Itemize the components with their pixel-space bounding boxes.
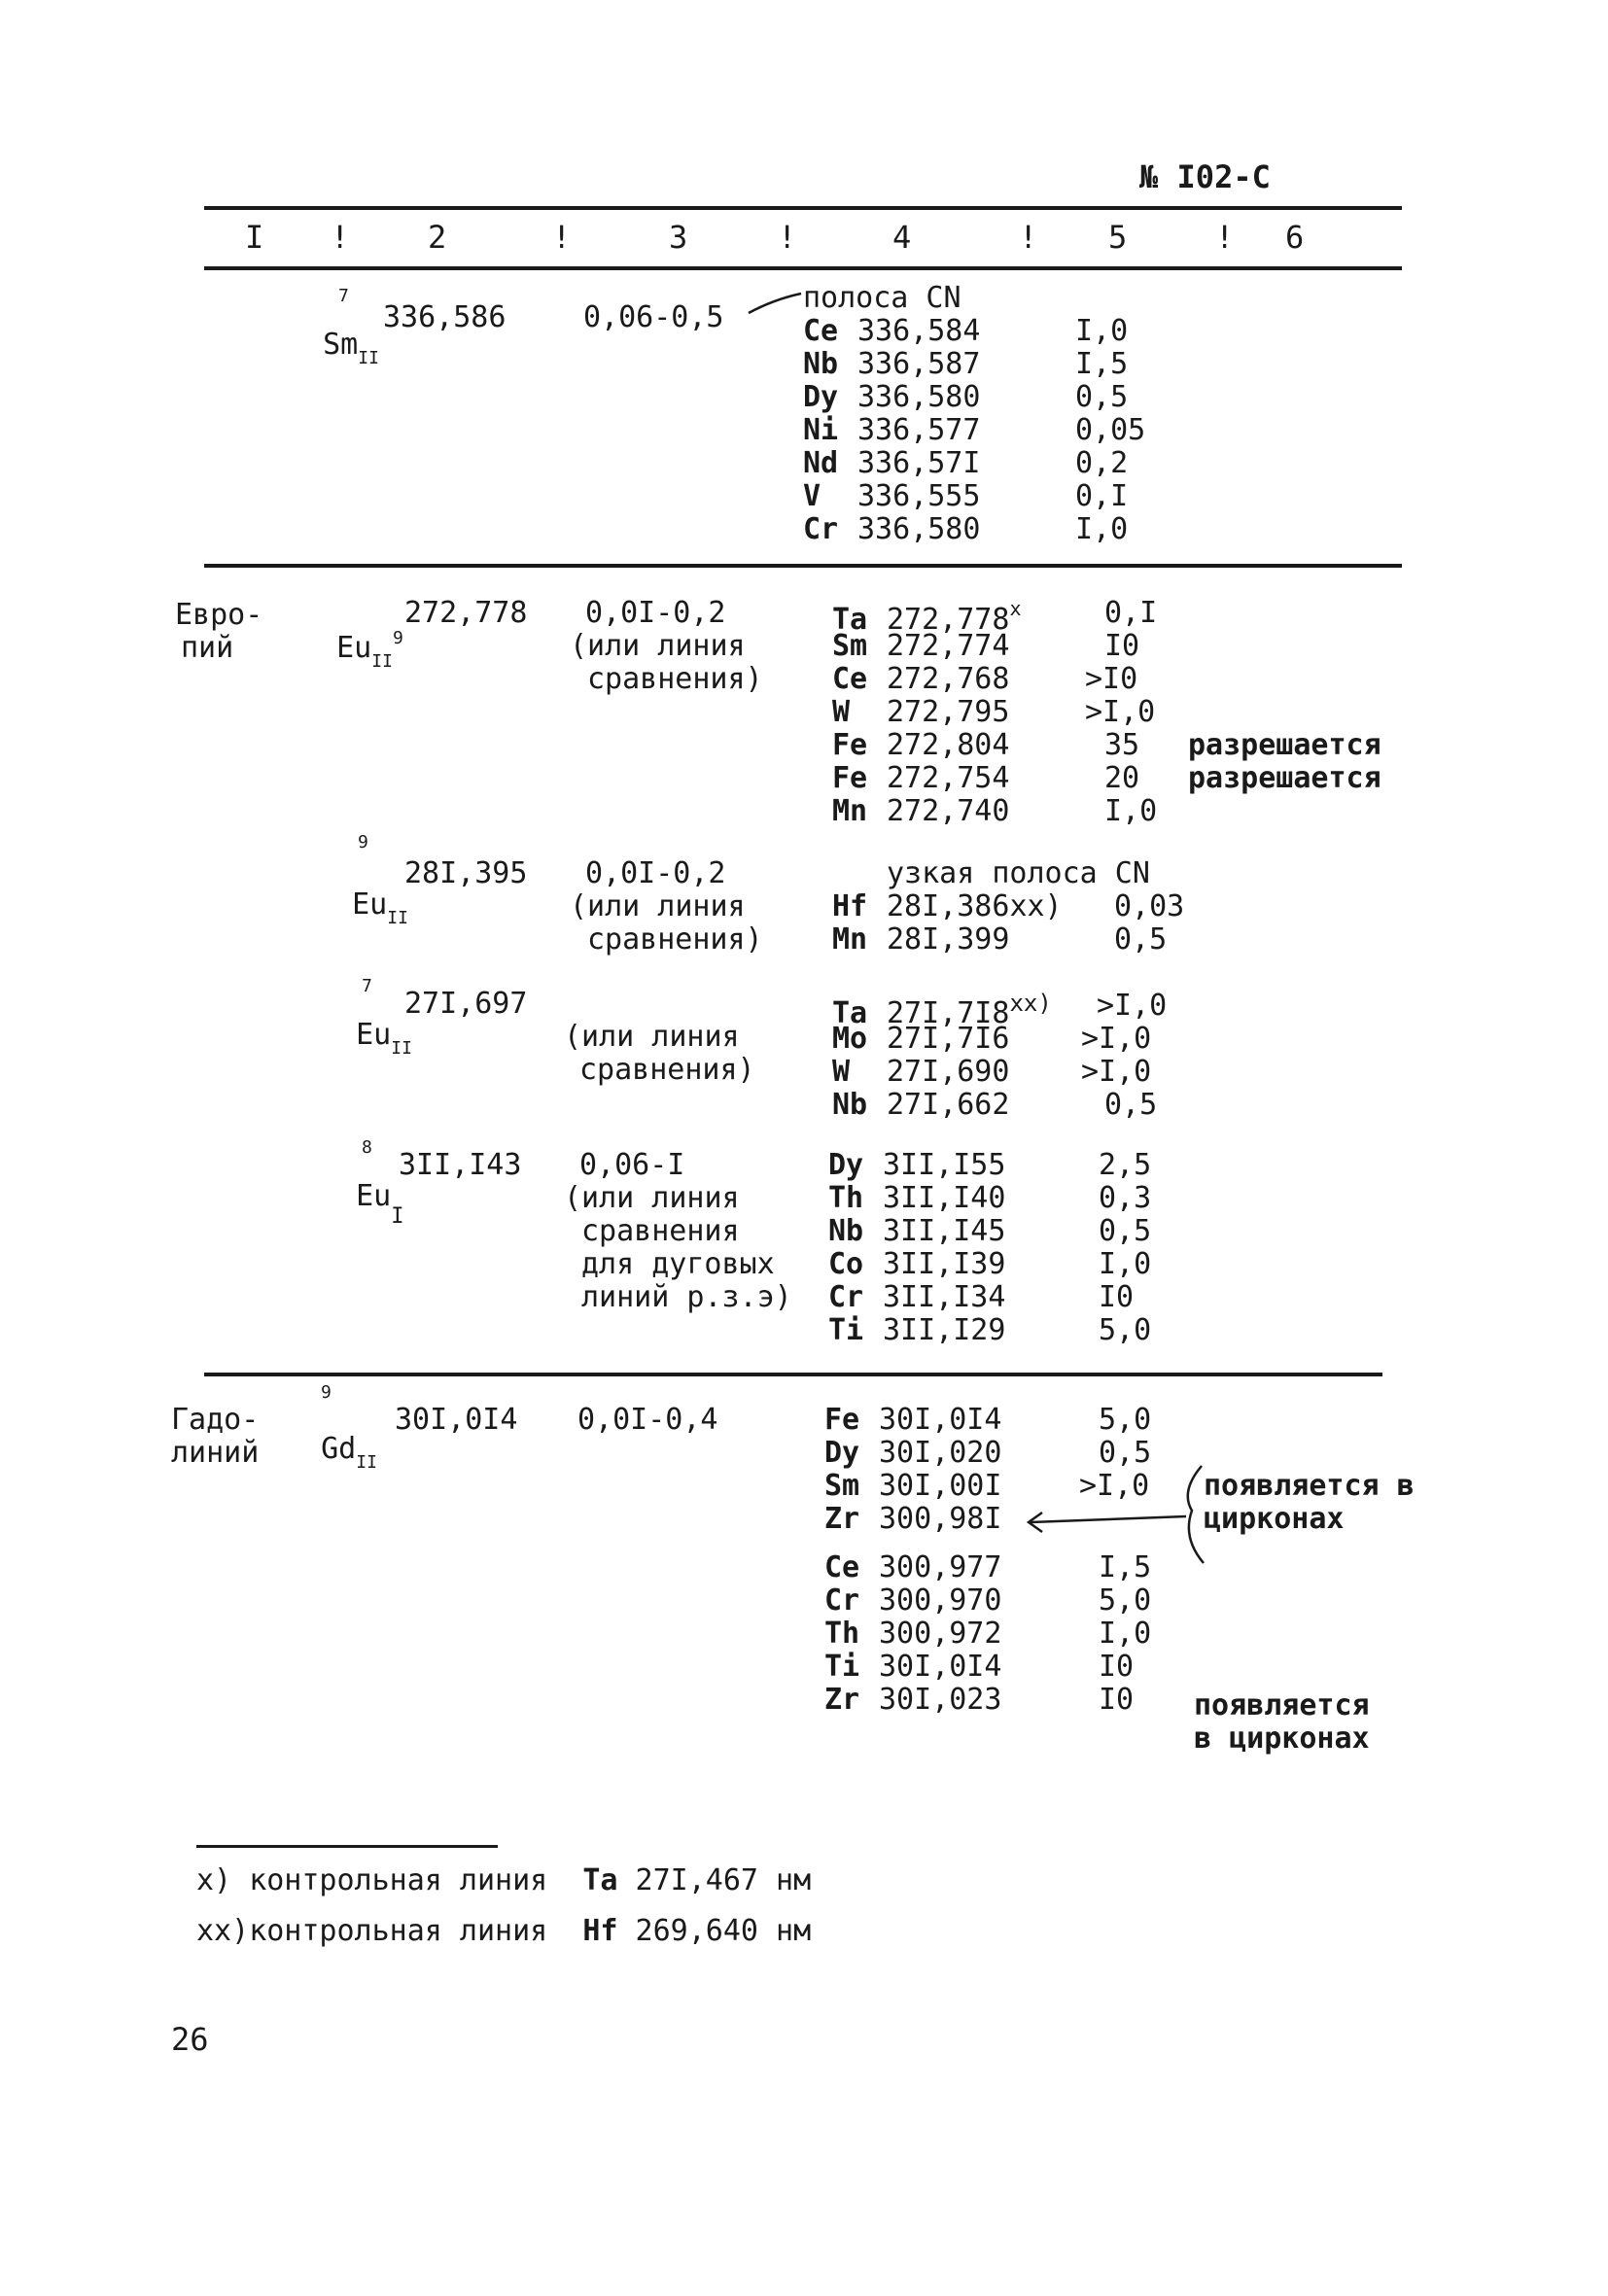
element: Ni xyxy=(803,413,839,447)
element: Nb xyxy=(803,347,839,381)
list-item xyxy=(803,512,981,546)
intensity: 0,5 xyxy=(1114,922,1168,957)
intensity: >I,0 xyxy=(1081,1022,1152,1056)
element: Co xyxy=(828,1247,864,1281)
list-item xyxy=(832,695,1010,729)
element: Sm xyxy=(832,629,868,663)
element-symbol: Eu xyxy=(336,631,372,665)
wavelength: 27I,690 xyxy=(887,1055,1010,1089)
list-item xyxy=(803,380,981,414)
footnote-mark: xx) xyxy=(1009,889,1063,923)
wavelength: 27I,662 xyxy=(887,1088,1010,1122)
element-symbol: Eu xyxy=(356,1018,392,1052)
ionization-stage: II xyxy=(371,651,393,672)
wavelength: 336,57I xyxy=(857,446,981,480)
wavelength: 30I,0I4 xyxy=(395,1403,518,1437)
wavelength: 336,587 xyxy=(857,347,981,381)
wavelength: 272,774 xyxy=(887,629,1010,663)
element: Mo xyxy=(832,1022,868,1056)
element: Ti xyxy=(828,1313,864,1347)
concentration-note: для дуговых xyxy=(581,1247,775,1281)
intensity: I,5 xyxy=(1099,1550,1152,1584)
intensity: I,0 xyxy=(1104,794,1158,828)
line-class: 7 xyxy=(338,286,349,306)
band-note: узкая полоса CN xyxy=(887,856,1150,890)
intensity: I,0 xyxy=(1075,512,1129,546)
column-separator: ! xyxy=(552,219,572,256)
gd-line-symbol xyxy=(286,1382,377,1473)
intensity: I0 xyxy=(1104,629,1140,663)
wavelength: 272,754 xyxy=(887,761,1010,795)
column-separator: ! xyxy=(1019,219,1038,256)
column-header: I xyxy=(245,219,264,256)
wavelength: 30I,023 xyxy=(879,1683,1002,1717)
element: Ta xyxy=(832,603,868,637)
column-header: 3 xyxy=(669,219,688,256)
element: Nb xyxy=(832,1088,868,1122)
element: W xyxy=(832,695,851,729)
element-symbol: Sm xyxy=(323,328,359,362)
wavelength: 27I,7I6 xyxy=(887,1022,1010,1056)
table-top-rule xyxy=(204,206,1402,210)
element: Sm xyxy=(824,1469,860,1503)
ionization-stage: I xyxy=(391,1204,404,1229)
list-item xyxy=(828,1247,1006,1281)
list-item xyxy=(824,1619,1001,1649)
pointer-stroke xyxy=(747,290,805,319)
concentration-range: 0,06-0,5 xyxy=(583,300,724,334)
column-header: 2 xyxy=(428,219,447,256)
intensity: 35 xyxy=(1104,728,1140,762)
intensity: >I,0 xyxy=(1085,695,1156,729)
ionization-stage: II xyxy=(358,348,379,368)
wavelength: 27I,7I8 xyxy=(887,996,1010,1030)
list-item xyxy=(803,479,981,513)
element-name: Гадо- xyxy=(171,1403,260,1437)
column-separator: ! xyxy=(1215,219,1235,256)
intensity: 0,05 xyxy=(1075,413,1146,447)
wavelength: 300,972 xyxy=(879,1617,1002,1651)
remark: появляется в xyxy=(1204,1469,1415,1503)
element: Ce xyxy=(803,314,839,348)
column-header: 4 xyxy=(892,219,912,256)
element: Fe xyxy=(832,761,868,795)
footnote-mark: xx) xyxy=(1009,990,1052,1017)
intensity: 0,2 xyxy=(1075,446,1129,480)
eu-line-symbol xyxy=(321,1137,404,1229)
element-symbol: Gd xyxy=(321,1432,357,1466)
element: Fe xyxy=(824,1403,860,1437)
wavelength: 336,580 xyxy=(857,512,981,546)
element: Dy xyxy=(828,1148,864,1182)
element: Nb xyxy=(828,1214,864,1248)
footnote-value: 269,640 нм xyxy=(635,1914,812,1948)
intensity: >I,0 xyxy=(1079,1469,1150,1503)
element-name: линий xyxy=(171,1436,260,1470)
list-item xyxy=(832,1055,1010,1089)
element: Cr xyxy=(828,1280,864,1314)
element-symbol: Eu xyxy=(356,1179,392,1213)
intensity: 0,I xyxy=(1104,596,1158,630)
list-item xyxy=(803,446,981,480)
eu-line-symbol xyxy=(321,976,412,1059)
column-header: 5 xyxy=(1108,219,1128,256)
list-item xyxy=(824,1403,1002,1437)
column-separator: ! xyxy=(331,219,350,256)
list-item xyxy=(824,1683,1002,1717)
element: Dy xyxy=(803,380,839,414)
list-item xyxy=(828,1181,1006,1215)
concentration-note: (или линия xyxy=(570,629,746,663)
list-item xyxy=(803,413,981,447)
concentration-note: сравнения) xyxy=(579,1053,755,1087)
element: Mn xyxy=(832,922,868,957)
eu-line-symbol xyxy=(301,601,403,671)
concentration-note: (или линия xyxy=(564,1020,740,1054)
ionization-stage: II xyxy=(391,1038,412,1059)
intensity: 5,0 xyxy=(1099,1403,1152,1437)
wavelength: 272,804 xyxy=(887,728,1010,762)
intensity: 0,5 xyxy=(1099,1436,1152,1470)
concentration-range: 0,06-I xyxy=(579,1148,685,1182)
page-number: 26 xyxy=(171,2021,209,2058)
element: Nd xyxy=(803,446,839,480)
remark: цирконах xyxy=(1204,1502,1345,1536)
footnote-mark: x) xyxy=(196,1863,232,1897)
list-item xyxy=(832,794,1010,828)
footnote-value: 27I,467 нм xyxy=(635,1863,812,1897)
wavelength: 336,586 xyxy=(383,300,507,334)
wavelength: 3II,I43 xyxy=(399,1148,522,1182)
concentration-range: 0,0I-0,2 xyxy=(585,856,726,890)
concentration-note: сравнения) xyxy=(587,922,763,957)
wavelength: 300,977 xyxy=(879,1550,1002,1584)
list-item xyxy=(832,922,1010,957)
wavelength: 272,768 xyxy=(887,662,1010,696)
line-class: 9 xyxy=(321,1382,332,1403)
element: W xyxy=(832,1055,851,1089)
line-class: 7 xyxy=(362,976,372,996)
ionization-stage: II xyxy=(356,1452,377,1473)
wavelength: 272,740 xyxy=(887,794,1010,828)
table-header-rule xyxy=(204,266,1402,270)
intensity: I,0 xyxy=(1075,314,1129,348)
sm-line-symbol xyxy=(288,286,379,368)
wavelength: 272,795 xyxy=(887,695,1010,729)
list-item xyxy=(824,1550,1002,1584)
element-name: Евро- xyxy=(175,598,263,632)
wavelength: 3II,I40 xyxy=(883,1181,1006,1215)
footnote-mark: x xyxy=(1009,597,1022,620)
concentration-note: сравнения xyxy=(581,1214,740,1248)
element: Cr xyxy=(803,512,839,546)
footnote xyxy=(196,1863,812,1897)
list-item xyxy=(832,629,1010,663)
list-item xyxy=(832,889,1063,923)
concentration-range: 0,0I-0,4 xyxy=(577,1403,718,1437)
list-item xyxy=(828,1148,1006,1182)
ionization-stage: II xyxy=(387,908,408,928)
element: Mn xyxy=(832,794,868,828)
column-header: 6 xyxy=(1285,219,1305,256)
list-item xyxy=(824,1469,1002,1503)
list-item xyxy=(832,1022,1010,1056)
list-item xyxy=(828,1280,1006,1314)
intensity: 0,03 xyxy=(1114,889,1185,923)
element: Dy xyxy=(824,1436,860,1470)
wavelength: 28I,386 xyxy=(887,889,1010,923)
band-note: полоса CN xyxy=(803,281,961,315)
wavelength: 3II,I34 xyxy=(883,1280,1006,1314)
intensity: I,5 xyxy=(1075,347,1129,381)
document-number: № I02-C xyxy=(1139,158,1271,195)
line-class: 8 xyxy=(362,1137,372,1158)
concentration-note: линий р.з.э) xyxy=(581,1280,792,1314)
footnote xyxy=(196,1914,812,1948)
intensity: 0,3 xyxy=(1099,1181,1152,1215)
intensity: 0,5 xyxy=(1075,380,1129,414)
intensity: >I0 xyxy=(1085,662,1138,696)
wavelength: 336,580 xyxy=(857,380,981,414)
element: Th xyxy=(824,1617,860,1651)
intensity: 0,5 xyxy=(1099,1214,1152,1248)
element: Cr xyxy=(824,1583,860,1618)
element: Ta xyxy=(582,1863,618,1897)
element: Th xyxy=(828,1181,864,1215)
wavelength: 3II,I45 xyxy=(883,1214,1006,1248)
concentration-range: 0,0I-0,2 xyxy=(585,596,726,630)
wavelength: 30I,00I xyxy=(879,1469,1002,1503)
intensity: I0 xyxy=(1099,1683,1135,1717)
element: Hf xyxy=(832,889,868,923)
wavelength: 27I,697 xyxy=(404,987,528,1021)
remark: в цирконах xyxy=(1194,1722,1370,1756)
wavelength: 28I,399 xyxy=(887,922,1010,957)
element: Fe xyxy=(832,728,868,762)
concentration-note: сравнения) xyxy=(587,662,763,696)
element: Ce xyxy=(832,662,868,696)
list-item xyxy=(832,662,1010,696)
section-rule xyxy=(204,1373,1382,1376)
wavelength: 300,98I xyxy=(879,1502,1002,1536)
list-item xyxy=(803,314,981,348)
list-item xyxy=(824,1583,1002,1618)
wavelength: 300,970 xyxy=(879,1583,1002,1618)
list-item xyxy=(824,1652,1001,1682)
wavelength: 30I,0I4 xyxy=(879,1403,1002,1437)
element-symbol: Eu xyxy=(352,887,388,922)
list-item xyxy=(832,1088,1010,1122)
element: Hf xyxy=(582,1914,618,1948)
wavelength: 3II,I29 xyxy=(883,1313,1006,1347)
element-name: пий xyxy=(181,631,234,665)
element: Ce xyxy=(824,1550,860,1584)
intensity: >I,0 xyxy=(1097,989,1168,1023)
list-item xyxy=(824,1502,1002,1536)
footnote-text: контрольная линия xyxy=(249,1914,548,1948)
wavelength: 30I,020 xyxy=(879,1436,1002,1470)
wavelength: 28I,395 xyxy=(404,856,528,890)
line-class: 9 xyxy=(358,832,368,852)
element: Ta xyxy=(832,996,868,1030)
intensity: I0 xyxy=(1099,1650,1135,1684)
list-item xyxy=(832,761,1010,795)
intensity: 0,I xyxy=(1075,479,1129,513)
wavelength: 30I,0I4 xyxy=(879,1650,1002,1684)
footnote-mark: xx) xyxy=(196,1914,250,1948)
footnote-text: контрольная линия xyxy=(249,1863,548,1897)
footnote-rule xyxy=(196,1845,498,1848)
concentration-note: (или линия xyxy=(564,1181,740,1215)
wavelength: 272,778 xyxy=(887,603,1010,637)
wavelength: 336,577 xyxy=(857,413,981,447)
intensity: 5,0 xyxy=(1099,1583,1152,1618)
intensity: 20 xyxy=(1104,761,1140,795)
element: V xyxy=(803,479,821,513)
element: Zr xyxy=(824,1502,860,1536)
eu-line-symbol xyxy=(317,832,408,928)
element: Zr xyxy=(824,1683,860,1717)
list-item xyxy=(803,347,981,381)
intensity: I,0 xyxy=(1099,1617,1152,1651)
remark: появляется xyxy=(1194,1688,1370,1722)
intensity: >I,0 xyxy=(1081,1055,1152,1089)
list-item xyxy=(832,728,1010,762)
intensity: 5,0 xyxy=(1099,1313,1152,1347)
wavelength: 336,555 xyxy=(857,479,981,513)
intensity: 2,5 xyxy=(1099,1148,1152,1182)
column-separator: ! xyxy=(778,219,797,256)
concentration-note: (или линия xyxy=(570,889,746,923)
intensity: 0,5 xyxy=(1104,1088,1158,1122)
remark: разрешается xyxy=(1188,728,1381,762)
intensity: I0 xyxy=(1099,1280,1135,1314)
line-class: 9 xyxy=(392,628,403,648)
list-item xyxy=(828,1214,1006,1248)
list-item xyxy=(828,1313,1006,1347)
intensity: I,0 xyxy=(1099,1247,1152,1281)
list-item xyxy=(824,1436,1002,1470)
element: Ti xyxy=(824,1650,860,1684)
wavelength: 272,778 xyxy=(404,596,528,630)
remark: разрешается xyxy=(1188,761,1381,795)
wavelength: 3II,I39 xyxy=(883,1247,1006,1281)
wavelength: 3II,I55 xyxy=(883,1148,1006,1182)
section-rule xyxy=(204,564,1402,568)
wavelength: 336,584 xyxy=(857,314,981,348)
